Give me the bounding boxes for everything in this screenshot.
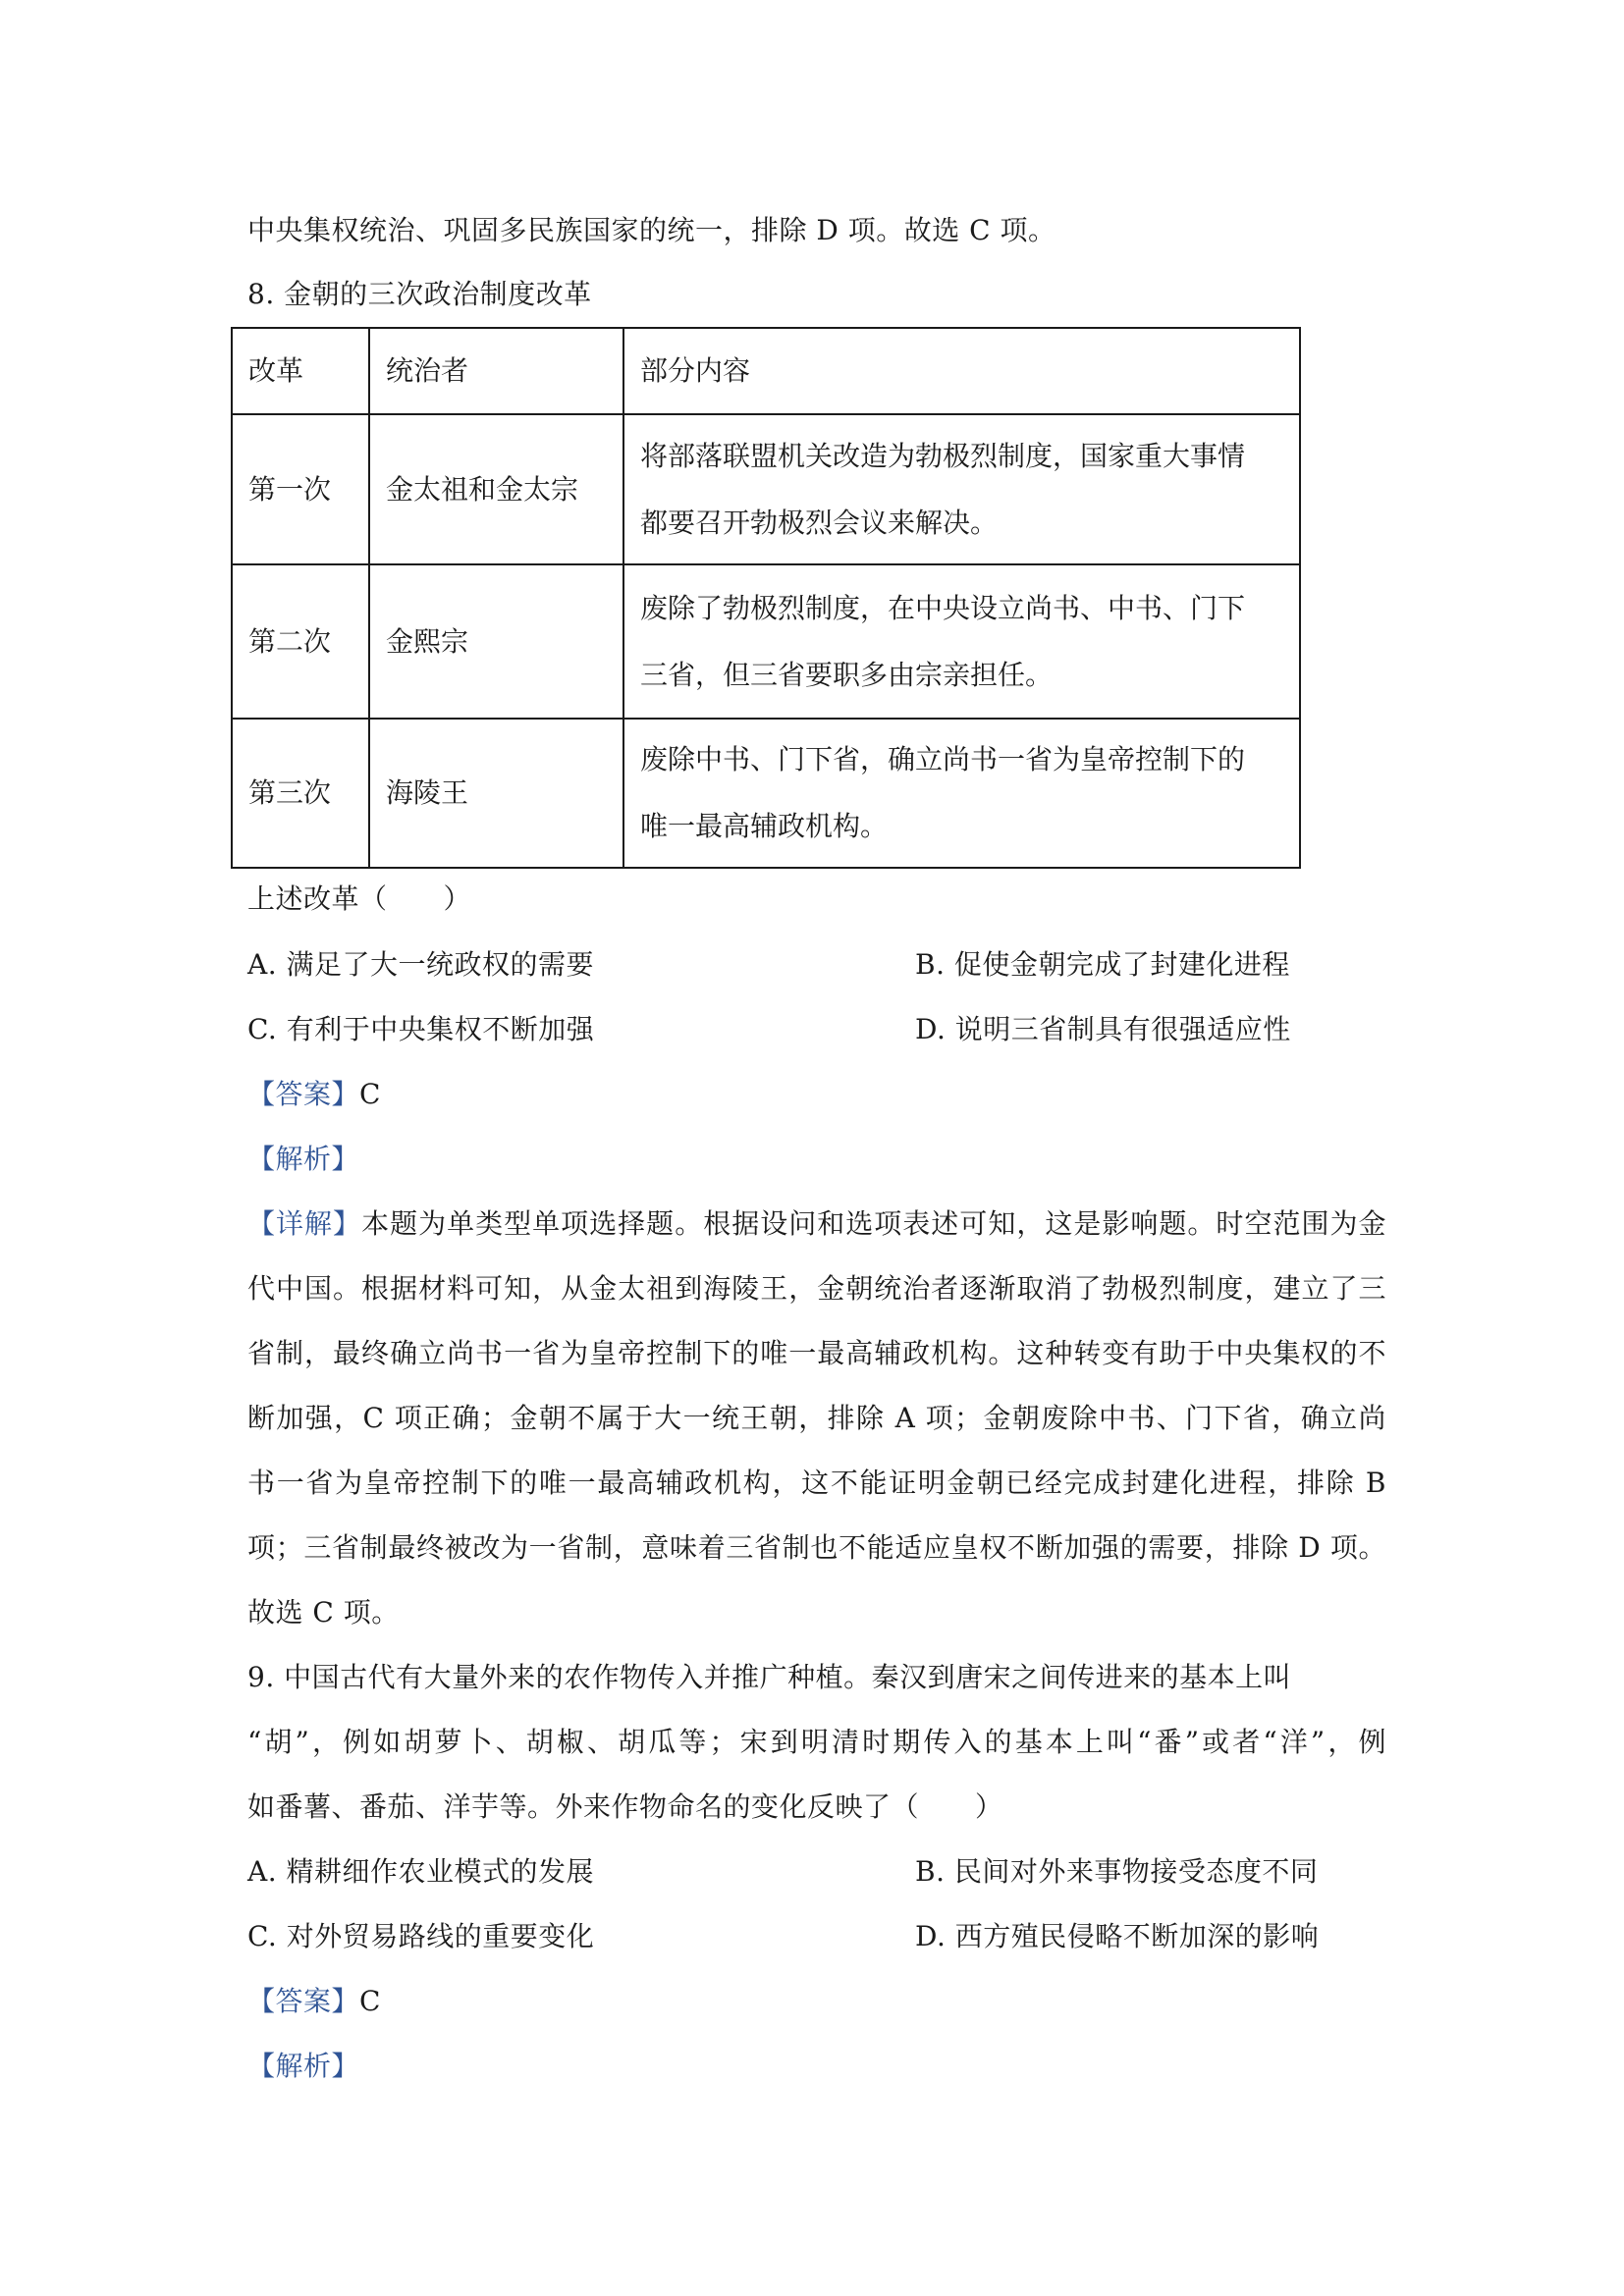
cell-content xyxy=(623,719,1300,868)
q8-detail-line: 书一省为皇帝控制下的唯一最高辅政机构，这不能证明金朝已经完成封建化进程，排除 B xyxy=(247,1467,1386,1499)
q8-detail-line: 省制，最终确立尚书一省为皇帝控制下的唯一最高辅政机构。这种转变有助于中央集权的不 xyxy=(247,1337,1386,1369)
reform-table xyxy=(231,327,1301,869)
cell-content-line: 都要召开勃极烈会议来解决。 xyxy=(640,506,999,539)
q9-option-a: A. 精耕细作农业模式的发展 xyxy=(247,1855,595,1888)
cell-ruler: 海陵王 xyxy=(369,719,623,868)
cell-content-line: 废除中书、门下省，确立尚书一省为皇帝控制下的 xyxy=(640,743,1246,775)
question-8-title: 8. 金朝的三次政治制度改革 xyxy=(247,278,592,310)
answer-label: 【答案】 xyxy=(247,1078,360,1110)
header-reform: 改革 xyxy=(232,328,369,414)
cell-reform: 第二次 xyxy=(232,564,369,719)
previous-answer-conclusion: 中央集权统治、巩固多民族国家的统一，排除 D 项。故选 C 项。 xyxy=(247,214,1056,246)
q8-answer xyxy=(247,1077,381,1112)
cell-content-line: 废除了勃极烈制度，在中央设立尚书、中书、门下 xyxy=(640,591,1246,624)
answer-label: 【答案】 xyxy=(247,1985,360,2017)
q8-option-b: B. 促使金朝完成了封建化进程 xyxy=(915,948,1290,981)
header-ruler: 统治者 xyxy=(369,328,623,414)
q8-option-c: C. 有利于中央集权不断加强 xyxy=(247,1013,595,1045)
header-content: 部分内容 xyxy=(623,328,1300,414)
question-9-stem-line: 如番薯、番茄、洋芋等。外来作物命名的变化反映了（ ） xyxy=(247,1790,1003,1823)
cell-content-line: 三省，但三省要职多由宗亲担任。 xyxy=(640,658,1054,691)
cell-reform: 第一次 xyxy=(232,414,369,564)
cell-content xyxy=(623,414,1300,564)
cell-ruler: 金太祖和金太宗 xyxy=(369,414,623,564)
cell-content xyxy=(623,564,1300,719)
detail-label: 【详解】 xyxy=(247,1207,362,1240)
q9-option-d: D. 西方殖民侵略不断加深的影响 xyxy=(915,1920,1320,1952)
q8-analysis-label: 【解析】 xyxy=(247,1143,360,1175)
table-header-row xyxy=(232,328,1300,414)
detail-text: 本题为单类型单项选择题。根据设问和选项表述可知，这是影响题。时空范围为金 xyxy=(361,1207,1386,1240)
question-9-stem-line: “胡”，例如胡萝卜、胡椒、胡瓜等；宋到明清时期传入的基本上叫“番”或者“洋”，例 xyxy=(247,1726,1386,1758)
q9-option-b: B. 民间对外来事物接受态度不同 xyxy=(915,1855,1319,1888)
q8-detail-line: 代中国。根据材料可知，从金太祖到海陵王，金朝统治者逐渐取消了勃极烈制度，建立了三 xyxy=(247,1272,1386,1305)
table-row xyxy=(232,414,1300,564)
table-row xyxy=(232,719,1300,868)
q8-option-a: A. 满足了大一统政权的需要 xyxy=(247,948,595,981)
q9-analysis-label: 【解析】 xyxy=(247,2050,360,2082)
cell-content-line: 唯一最高辅政机构。 xyxy=(640,810,889,842)
cell-ruler: 金熙宗 xyxy=(369,564,623,719)
answer-value: C xyxy=(359,1078,381,1110)
answer-value: C xyxy=(359,1985,381,2017)
q8-detail-line: 断加强，C 项正确；金朝不属于大一统王朝，排除 A 项；金朝废除中书、门下省，确立尚 xyxy=(247,1402,1386,1434)
q9-option-c: C. 对外贸易路线的重要变化 xyxy=(247,1920,595,1952)
table-row xyxy=(232,564,1300,719)
question-8-stem: 上述改革（ ） xyxy=(247,882,472,915)
q8-option-d: D. 说明三省制具有很强适应性 xyxy=(915,1013,1291,1045)
cell-reform: 第三次 xyxy=(232,719,369,868)
q9-answer xyxy=(247,1984,381,2019)
q8-detail-line: 项；三省制最终被改为一省制，意味着三省制也不能适应皇权不断加强的需要，排除 D 项。 xyxy=(247,1531,1386,1564)
q8-detail-line xyxy=(247,1206,1386,1242)
cell-content-line: 将部落联盟机关改造为勃极烈制度，国家重大事情 xyxy=(640,439,1246,472)
q8-detail-line: 故选 C 项。 xyxy=(247,1596,400,1629)
question-9-stem-line: 9. 中国古代有大量外来的农作物传入并推广种植。秦汉到唐宋之间传进来的基本上叫 xyxy=(247,1661,1292,1693)
